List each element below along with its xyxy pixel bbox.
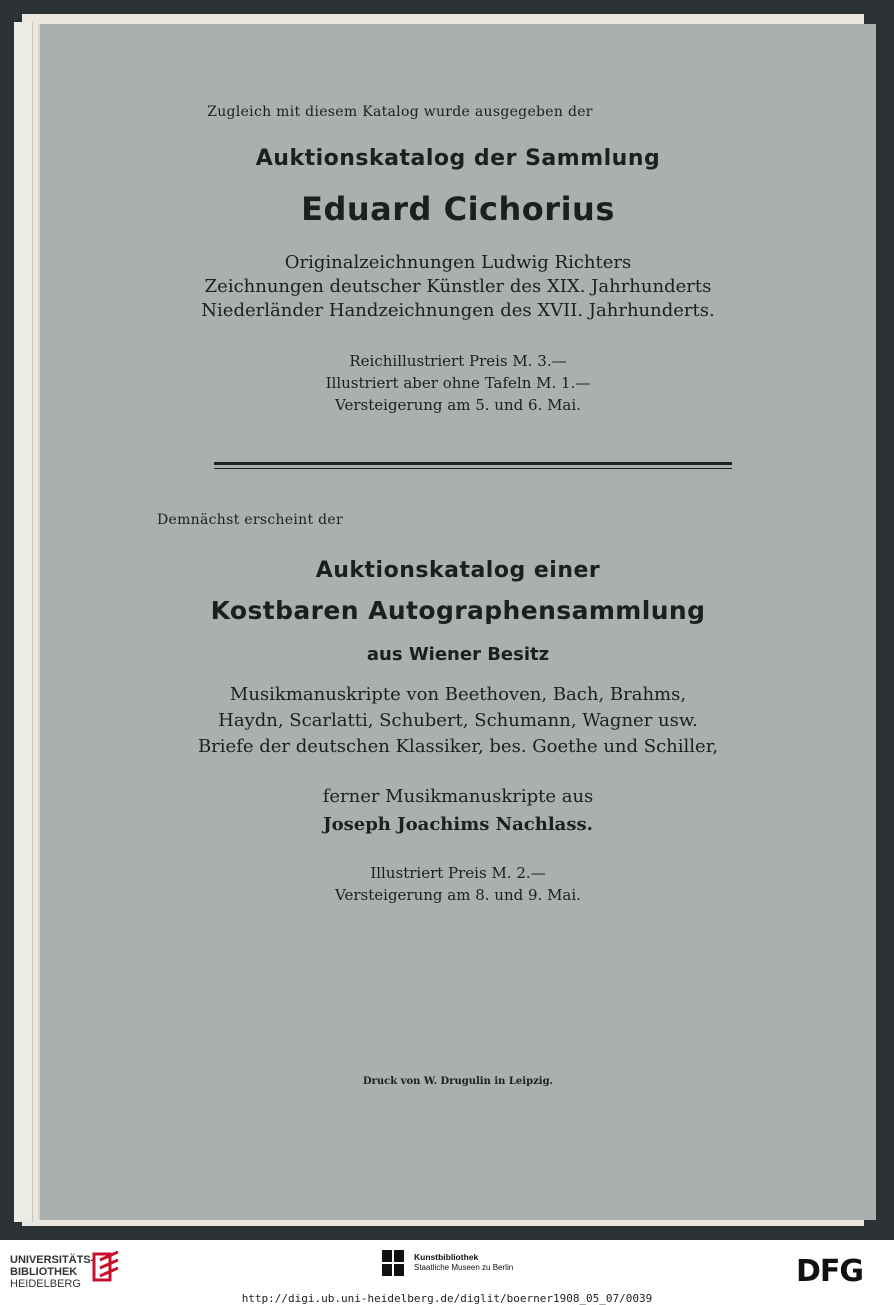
bottom-price: Illustriert Preis M. 2.— — [370, 864, 546, 882]
bottom-auction-date: Versteigerung am 8. und 9. Mai. — [335, 886, 581, 904]
bottom-line-2: Haydn, Scarlatti, Schubert, Schumann, Wagner usw. — [218, 710, 698, 731]
source-url[interactable]: http://digi.ub.uni-heidelberg.de/diglit/boerner1908_05_07/0039 — [241, 1292, 653, 1305]
dfg-logo[interactable]: DFG — [796, 1254, 864, 1289]
top-line-1: Originalzeichnungen Ludwig Richters — [284, 252, 632, 273]
ub-heidelberg-logo[interactable] — [10, 1254, 94, 1290]
top-line-3: Niederländer Handzeichnungen des XVII. Jahrhunderts. — [201, 300, 715, 321]
collection-subtitle: aus Wiener Besitz — [366, 644, 550, 665]
footer-bar — [0, 1240, 894, 1305]
ub-line-3: HEIDELBERG — [10, 1278, 81, 1290]
top-line-2: Zeichnungen deutscher Künstler des XIX. Jahrhunderts — [204, 276, 712, 297]
estate-name: Joseph Joachims Nachlass. — [323, 814, 593, 835]
catalog-page — [38, 24, 876, 1220]
collection-title: Kostbaren Autographensammlung — [210, 596, 706, 625]
collector-name: Eduard Cichorius — [301, 190, 615, 228]
divider-thick — [214, 462, 732, 465]
museen-label: Staatliche Museen zu Berlin — [414, 1263, 514, 1272]
top-auction-date: Versteigerung am 5. und 6. Mai. — [335, 396, 581, 414]
top-price-1: Reichillustriert Preis M. 3.— — [349, 352, 567, 370]
top-heading: Auktionskatalog der Sammlung — [255, 146, 661, 171]
bottom-line-1: Musikmanuskripte von Beethoven, Bach, Brahms, — [229, 684, 687, 705]
ub-line-2: BIBLIOTHEK — [10, 1266, 78, 1278]
bottom-heading: Auktionskatalog einer — [315, 558, 601, 583]
ub-emblem-icon — [92, 1250, 120, 1284]
ub-line-1: UNIVERSITÄTS- — [10, 1254, 95, 1266]
divider-thin — [214, 468, 732, 469]
bottom-line-3: Briefe der deutschen Klassiker, bes. Goethe und Schiller, — [197, 736, 719, 757]
bottom-intro: Demnächst erscheint der — [157, 512, 343, 528]
top-intro: Zugleich mit diesem Katalog wurde ausgegeben der — [207, 104, 593, 120]
sheet-edge — [14, 22, 33, 1222]
kunstbibliothek-icon — [382, 1250, 404, 1276]
top-price-2: Illustriert aber ohne Tafeln M. 1.— — [325, 374, 591, 392]
kunstbibliothek-label: Kunstbibliothek — [414, 1252, 479, 1262]
bottom-also: ferner Musikmanuskripte aus — [322, 786, 594, 807]
printer-note: Druck von W. Drugulin in Leipzig. — [362, 1076, 554, 1087]
